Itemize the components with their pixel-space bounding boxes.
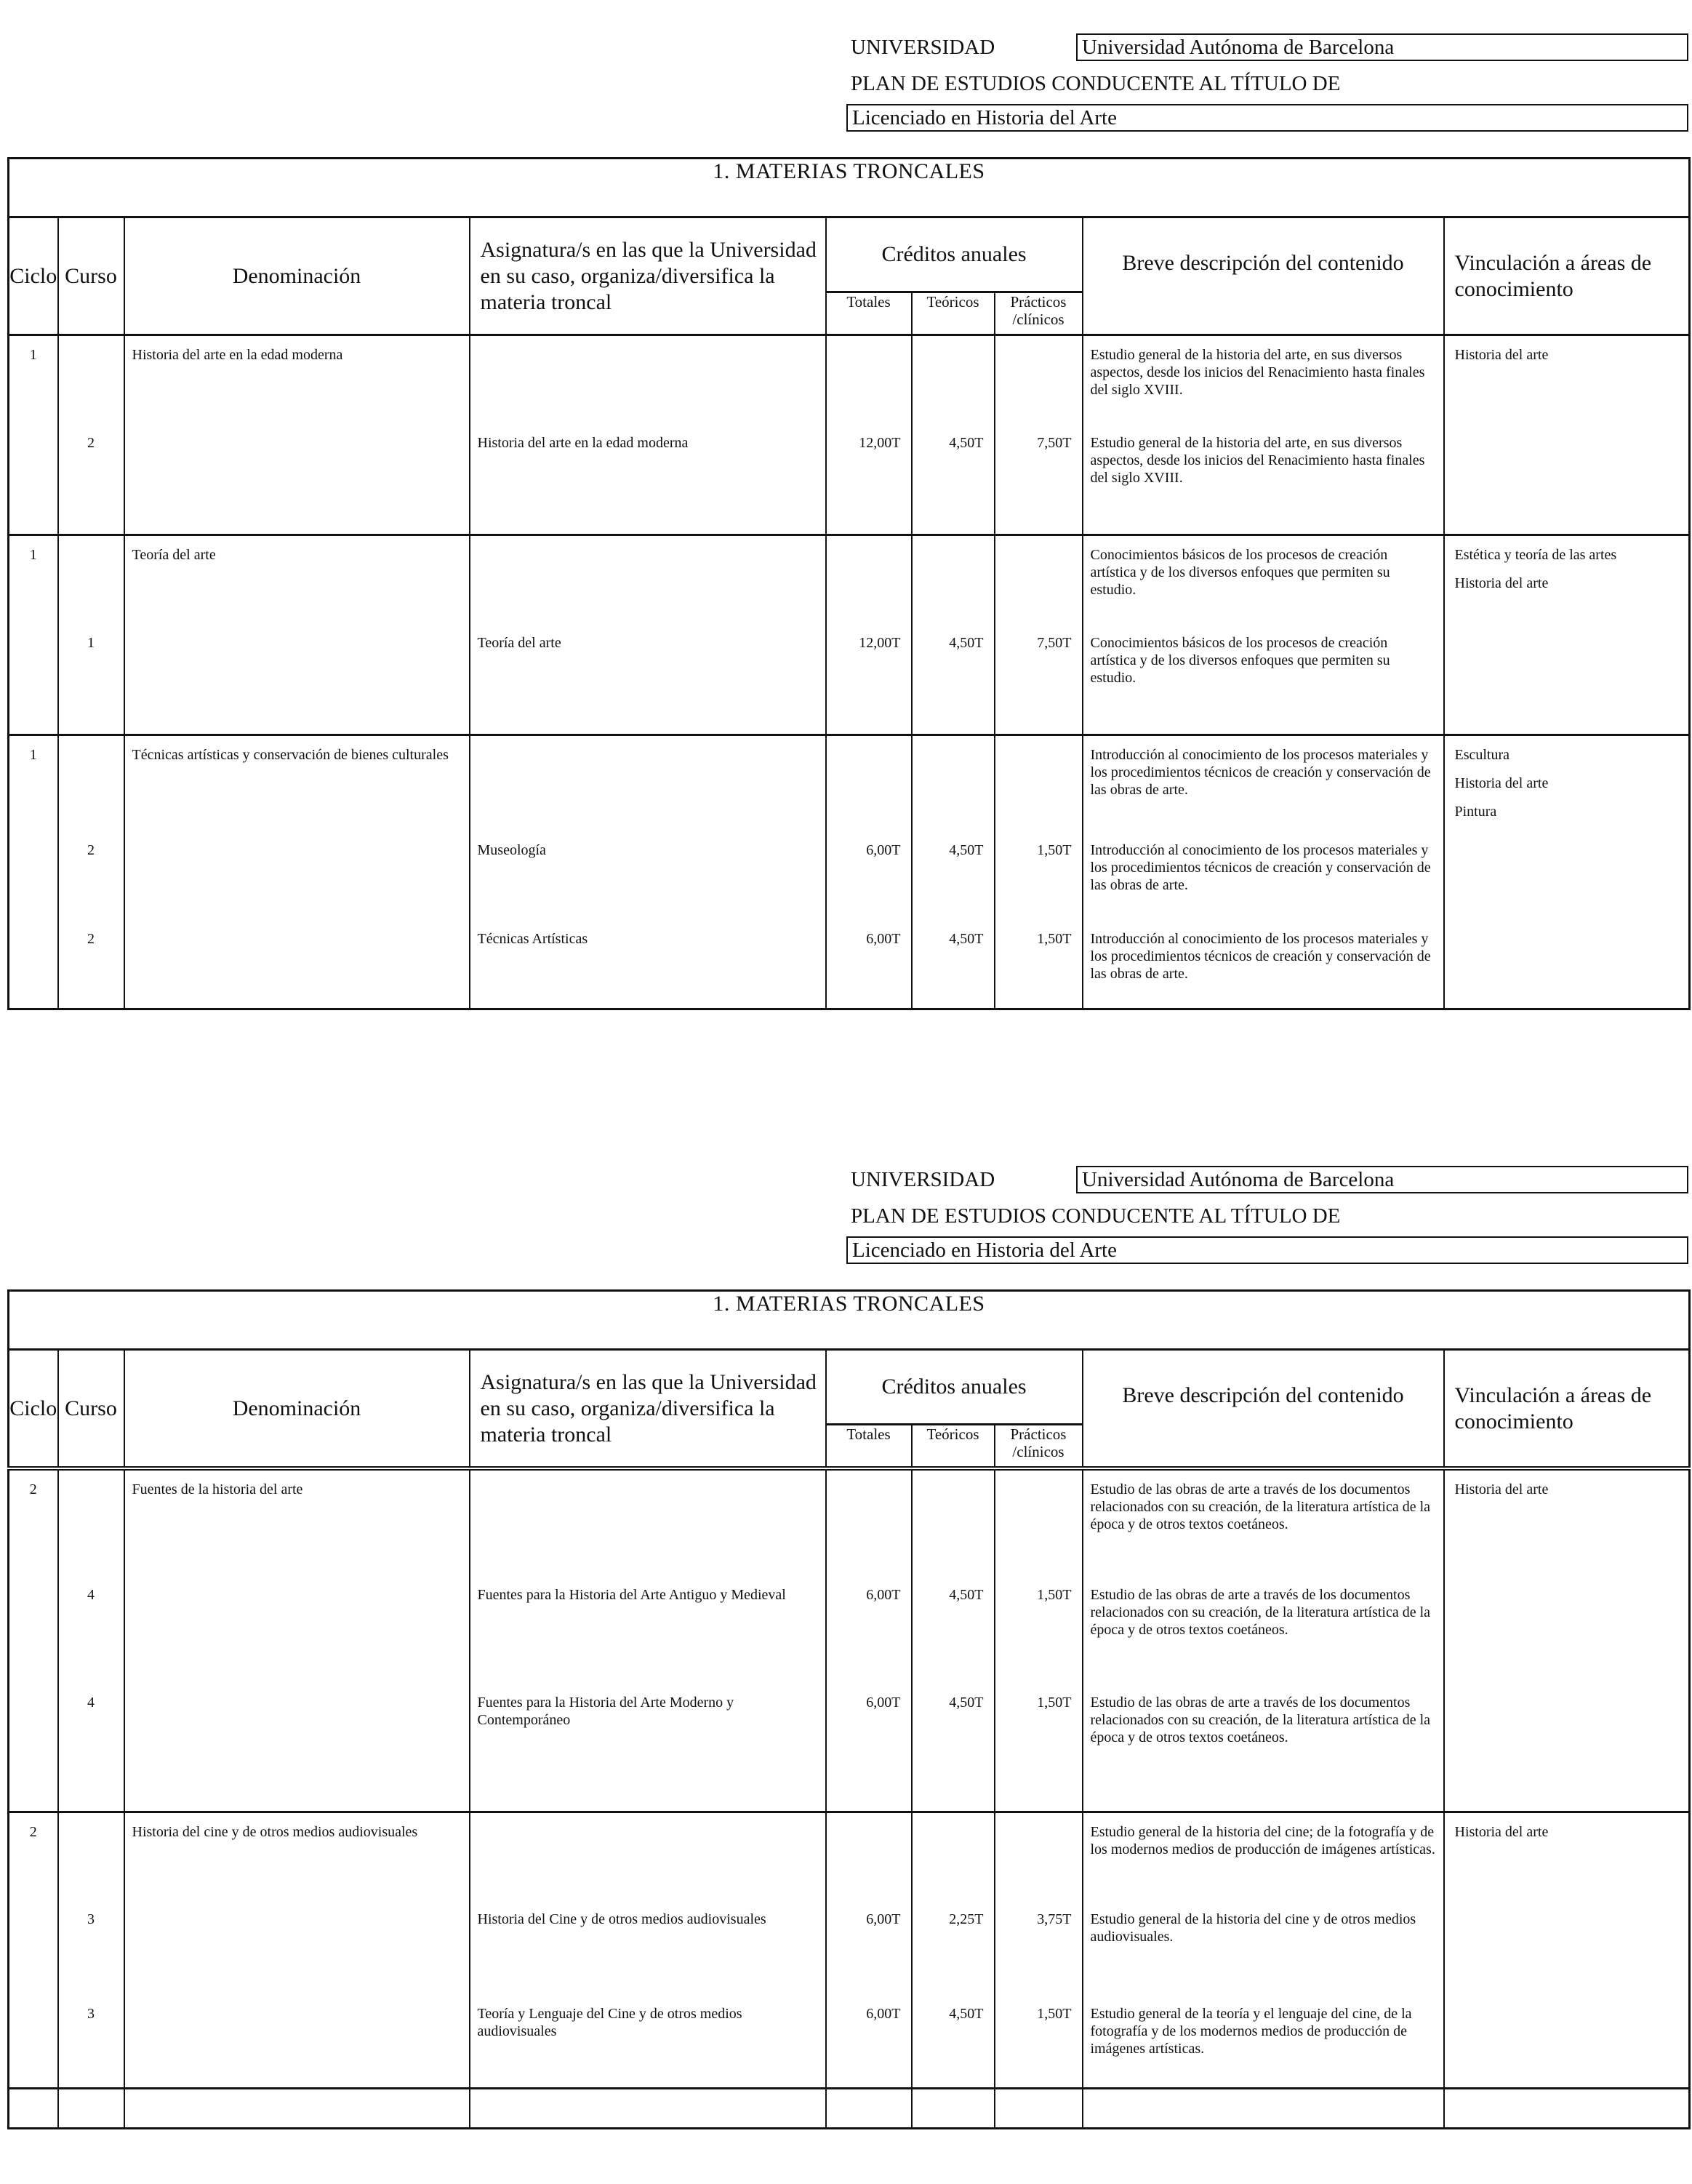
universidad-label: UNIVERSIDAD bbox=[851, 1168, 995, 1191]
descripcion-cell: Estudio general de la teoría y el lenguaje del cine, de la fotografía y de los modernos medios de producción de imágenes artísticas. bbox=[1090, 2006, 1412, 2057]
col-creditos: Créditos anuales bbox=[826, 1350, 1083, 1425]
practicos-cell: 7,50T bbox=[1037, 434, 1072, 451]
totales-cell: 12,00T bbox=[859, 434, 901, 451]
universidad-label: UNIVERSIDAD bbox=[851, 36, 995, 59]
asignatura-cell: Historia del arte en la edad moderna bbox=[477, 434, 689, 451]
ciclo-cell: 1 bbox=[29, 747, 37, 763]
totales-cell: 6,00T bbox=[866, 1695, 901, 1711]
universidad-field: Universidad Autónoma de Barcelona bbox=[1076, 33, 1688, 61]
col-practicos: Prácticos /clínicos bbox=[995, 1425, 1083, 1469]
area-item: Escultura bbox=[1454, 747, 1510, 763]
denominacion-cell: Técnicas artísticas y conservación de bienes culturales bbox=[132, 747, 449, 763]
descripcion-cell: Introducción al conocimiento de los procesos materiales y los procedimientos técnicos de creación y conservación de las obras de arte. bbox=[1090, 931, 1431, 982]
teoricos-cell: 2,25T bbox=[949, 1911, 984, 1927]
denominacion-cell: Historia del arte en la edad moderna bbox=[132, 347, 343, 363]
asignatura-cell: Museología bbox=[477, 842, 546, 858]
titulo-field: Licenciado en Historia del Arte bbox=[846, 104, 1688, 132]
col-vinculacion: Vinculación a áreas de conocimiento bbox=[1444, 217, 1690, 335]
descripcion-cell: Estudio general de la historia del cine; de la fotografía y de los modernos medios de producción de imágenes artísticas. bbox=[1090, 1823, 1435, 1857]
universidad-field: Universidad Autónoma de Barcelona bbox=[1076, 1166, 1688, 1193]
practicos-cell: 1,50T bbox=[1037, 1695, 1072, 1711]
table-row bbox=[9, 424, 1690, 535]
col-practicos: Prácticos /clínicos bbox=[995, 292, 1083, 335]
ciclo-cell: 1 bbox=[29, 347, 37, 363]
table-row bbox=[9, 1576, 1690, 1684]
col-denominacion: Denominación bbox=[124, 1350, 470, 1469]
asignatura-cell: Fuentes para la Historia del Arte Antiguo y Medieval bbox=[477, 1587, 786, 1603]
teoricos-cell: 4,50T bbox=[949, 2006, 984, 2022]
totales-cell: 6,00T bbox=[866, 1911, 901, 1927]
col-ciclo: Ciclo bbox=[9, 1350, 58, 1469]
materias-table bbox=[7, 1289, 1691, 2129]
table-row bbox=[9, 1995, 1690, 2088]
table-row bbox=[9, 831, 1690, 920]
practicos-cell: 1,50T bbox=[1037, 842, 1072, 858]
denominacion-cell: Fuentes de la historia del arte bbox=[132, 1481, 303, 1497]
plan-label: PLAN DE ESTUDIOS CONDUCENTE AL TÍTULO DE bbox=[851, 1204, 1341, 1228]
table-row bbox=[9, 624, 1690, 735]
descripcion-cell: Estudio general de la historia del cine y de otros medios audiovisuales. bbox=[1090, 1911, 1416, 1945]
col-curso: Curso bbox=[58, 1350, 124, 1469]
practicos-cell: 1,50T bbox=[1037, 2006, 1072, 2022]
ciclo-cell: 2 bbox=[29, 1823, 37, 1840]
materias-table bbox=[7, 157, 1691, 1010]
asignatura-cell: Técnicas Artísticas bbox=[477, 931, 588, 947]
plan-label: PLAN DE ESTUDIOS CONDUCENTE AL TÍTULO DE bbox=[851, 72, 1341, 95]
curso-cell: 3 bbox=[87, 2006, 95, 2022]
col-descripcion: Breve descripción del contenido bbox=[1083, 217, 1444, 335]
descripcion-cell: Estudio de las obras de arte a través de los documentos relacionados con su creación, de la literatura artística de la época y de otros textos coetáneos. bbox=[1090, 1695, 1431, 1745]
descripcion-cell: Introducción al conocimiento de los procesos materiales y los procedimientos técnicos de creación y conservación de las obras de arte. bbox=[1090, 747, 1431, 798]
ciclo-cell: 1 bbox=[29, 547, 37, 563]
teoricos-cell: 4,50T bbox=[949, 1695, 984, 1711]
area-item: Estética y teoría de las artes bbox=[1454, 547, 1617, 563]
col-totales: Totales bbox=[826, 1425, 912, 1469]
descripcion-cell: Estudio general de la historia del arte, en sus diversos aspectos, desde los inicios del Renacimiento hasta finales del siglo XVIII. bbox=[1090, 347, 1425, 398]
descripcion-cell: Estudio general de la historia del arte, en sus diversos aspectos, desde los inicios del Renacimiento hasta finales del siglo XVIII. bbox=[1090, 434, 1425, 486]
teoricos-cell: 4,50T bbox=[949, 1587, 984, 1603]
col-asignaturas: Asignatura/s en las que la Universidad en su caso, organiza/diversifica la materia troncal bbox=[470, 1350, 826, 1469]
table-row bbox=[9, 1900, 1690, 1995]
col-ciclo: Ciclo bbox=[9, 217, 58, 335]
teoricos-cell: 4,50T bbox=[949, 931, 984, 947]
totales-cell: 6,00T bbox=[866, 2006, 901, 2022]
totales-cell: 6,00T bbox=[866, 931, 901, 947]
curso-cell: 4 bbox=[87, 1695, 95, 1711]
table-row bbox=[9, 335, 1690, 424]
ciclo-cell: 2 bbox=[29, 1481, 37, 1497]
descripcion-cell: Conocimientos básicos de los procesos de creación artística y de los diversos enfoques que permiten su estudio. bbox=[1090, 634, 1390, 686]
table-title: 1. MATERIAS TRONCALES bbox=[9, 159, 1690, 217]
denominacion-cell: Historia del cine y de otros medios audiovisuales bbox=[132, 1823, 418, 1840]
area-item: Historia del arte bbox=[1454, 775, 1549, 791]
asignatura-cell: Fuentes para la Historia del Arte Moderno y Contemporáneo bbox=[477, 1695, 734, 1728]
area-item: Historia del arte bbox=[1454, 347, 1549, 363]
area-item: Historia del arte bbox=[1454, 575, 1549, 591]
col-curso: Curso bbox=[58, 217, 124, 335]
asignatura-cell: Teoría del arte bbox=[477, 634, 561, 651]
curso-cell: 1 bbox=[87, 634, 95, 651]
table-row bbox=[9, 1468, 1690, 1576]
curso-cell: 2 bbox=[87, 842, 95, 858]
practicos-cell: 3,75T bbox=[1037, 1911, 1072, 1927]
teoricos-cell: 4,50T bbox=[949, 842, 984, 858]
descripcion-cell: Estudio de las obras de arte a través de los documentos relacionados con su creación, de la literatura artística de la época y de otros textos coetáneos. bbox=[1090, 1587, 1431, 1638]
col-teoricos: Teóricos bbox=[912, 1425, 995, 1469]
titulo-field: Licenciado en Historia del Arte bbox=[846, 1236, 1688, 1264]
practicos-cell: 1,50T bbox=[1037, 1587, 1072, 1603]
table-row bbox=[9, 920, 1690, 1009]
col-vinculacion: Vinculación a áreas de conocimiento bbox=[1444, 1350, 1690, 1469]
totales-cell: 12,00T bbox=[859, 634, 901, 651]
col-totales: Totales bbox=[826, 292, 912, 335]
table-row bbox=[9, 735, 1690, 832]
table-row bbox=[9, 535, 1690, 624]
denominacion-cell: Teoría del arte bbox=[132, 547, 216, 563]
table-row bbox=[9, 1684, 1690, 1812]
asignatura-cell: Teoría y Lenguaje del Cine y de otros medios audiovisuales bbox=[477, 2006, 742, 2039]
table-row bbox=[9, 1812, 1690, 1900]
col-descripcion: Breve descripción del contenido bbox=[1083, 1350, 1444, 1469]
curso-cell: 2 bbox=[87, 931, 95, 947]
practicos-cell: 7,50T bbox=[1037, 634, 1072, 651]
table-row-empty bbox=[9, 2088, 1690, 2128]
table-title: 1. MATERIAS TRONCALES bbox=[9, 1291, 1690, 1350]
col-denominacion: Denominación bbox=[124, 217, 470, 335]
totales-cell: 6,00T bbox=[866, 842, 901, 858]
descripcion-cell: Introducción al conocimiento de los procesos materiales y los procedimientos técnicos de creación y conservación de las obras de arte. bbox=[1090, 842, 1431, 893]
curso-cell: 2 bbox=[87, 434, 95, 451]
teoricos-cell: 4,50T bbox=[949, 634, 984, 651]
descripcion-cell: Estudio de las obras de arte a través de los documentos relacionados con su creación, de la literatura artística de la época y de otros textos coetáneos. bbox=[1090, 1481, 1431, 1532]
area-item: Historia del arte bbox=[1454, 1481, 1549, 1497]
totales-cell: 6,00T bbox=[866, 1587, 901, 1603]
col-creditos: Créditos anuales bbox=[826, 217, 1083, 292]
curso-cell: 4 bbox=[87, 1587, 95, 1603]
area-item: Pintura bbox=[1454, 804, 1497, 820]
teoricos-cell: 4,50T bbox=[949, 434, 984, 451]
curso-cell: 3 bbox=[87, 1911, 95, 1927]
col-asignaturas: Asignatura/s en las que la Universidad en su caso, organiza/diversifica la materia troncal bbox=[470, 217, 826, 335]
descripcion-cell: Conocimientos básicos de los procesos de creación artística y de los diversos enfoques que permiten su estudio. bbox=[1090, 547, 1390, 598]
asignatura-cell: Historia del Cine y de otros medios audiovisuales bbox=[477, 1911, 766, 1927]
area-item: Historia del arte bbox=[1454, 1823, 1549, 1840]
col-teoricos: Teóricos bbox=[912, 292, 995, 335]
practicos-cell: 1,50T bbox=[1037, 931, 1072, 947]
